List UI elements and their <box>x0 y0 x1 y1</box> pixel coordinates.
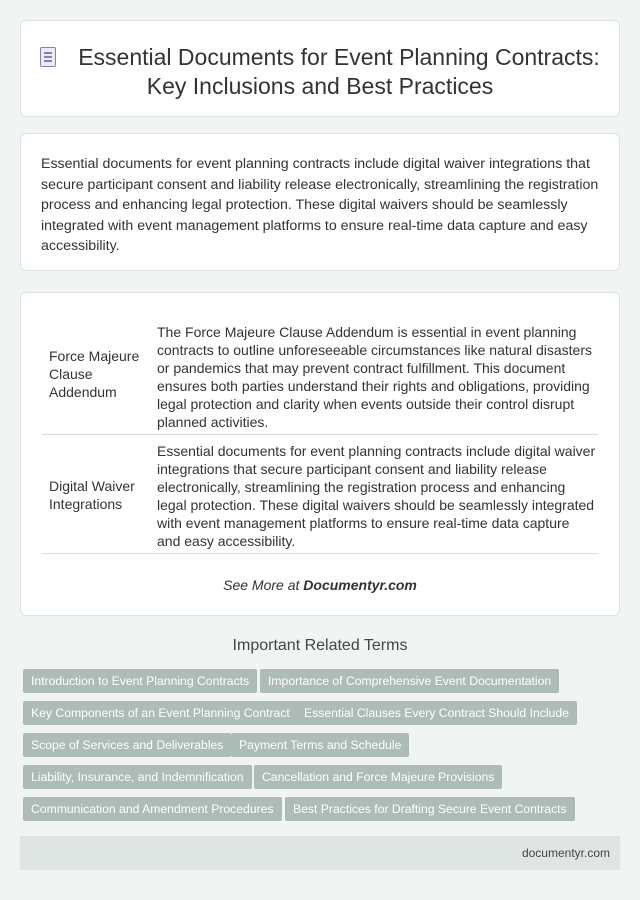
table-row <box>42 319 598 435</box>
related-term-tag[interactable]: Scope of Services and Deliverables <box>23 733 231 757</box>
related-term-tag[interactable]: Best Practices for Drafting Secure Event Contracts <box>285 797 575 821</box>
related-term-tag[interactable]: Essential Clauses Every Contract Should Include <box>296 701 577 725</box>
document-icon <box>40 47 56 67</box>
description-cell: Essential documents for event planning contracts include digital waiver integrations that secure participant consent and liability release electronically, streamlining the registration process and enhancing legal protection. These digital waivers should be seamlessly integrated with event management platforms to ensure real-time data capture and easy accessibility. <box>157 443 596 549</box>
table-row <box>42 436 598 554</box>
see-more-prefix: See More at <box>223 577 304 593</box>
page-title <box>21 43 619 101</box>
term-cell: Force Majeure Clause Addendum <box>49 348 140 400</box>
related-term-tag[interactable]: Introduction to Event Planning Contracts <box>23 669 257 693</box>
title-card <box>20 20 620 117</box>
page-title-text: Essential Documents for Event Planning Contracts: Key Inclusions and Best Practices <box>78 44 600 99</box>
term-cell: Digital Waiver Integrations <box>49 478 135 512</box>
related-term-tag[interactable]: Payment Terms and Schedule <box>231 733 409 757</box>
footer-site[interactable]: documentyr.com <box>521 846 610 860</box>
summary-text: Essential documents for event planning contracts include digital waiver integrations that secure participant consent and liability release electronically, streamlining the registration process and enhancing legal protection. These digital waivers should be seamlessly integrated with event management platforms to ensure real-time data capture and easy accessibility. <box>41 156 599 254</box>
see-more-link[interactable] <box>21 577 619 593</box>
summary-card <box>20 133 620 271</box>
footer-bar <box>20 836 620 870</box>
terms-table-card <box>20 292 620 616</box>
related-term-tag[interactable]: Key Components of an Event Planning Contract <box>23 701 298 725</box>
related-term-tag[interactable]: Communication and Amendment Procedures <box>23 797 282 821</box>
related-terms-heading: Important Related Terms <box>232 637 408 654</box>
see-more-site[interactable]: Documentyr.com <box>303 577 417 593</box>
related-term-tag[interactable]: Cancellation and Force Majeure Provisions <box>254 765 502 789</box>
related-term-tag[interactable]: Importance of Comprehensive Event Documentation <box>260 669 559 693</box>
description-cell: The Force Majeure Clause Addendum is essential in event planning contracts to outline unforeseeable circumstances like natural disasters or pandemics that may prevent contract fulfillment. This document ensures both parties understand their rights and obligations, providing legal protection and clarity when events outside their control disrupt planned activities. <box>157 324 592 430</box>
related-term-tag[interactable]: Liability, Insurance, and Indemnification <box>23 765 252 789</box>
